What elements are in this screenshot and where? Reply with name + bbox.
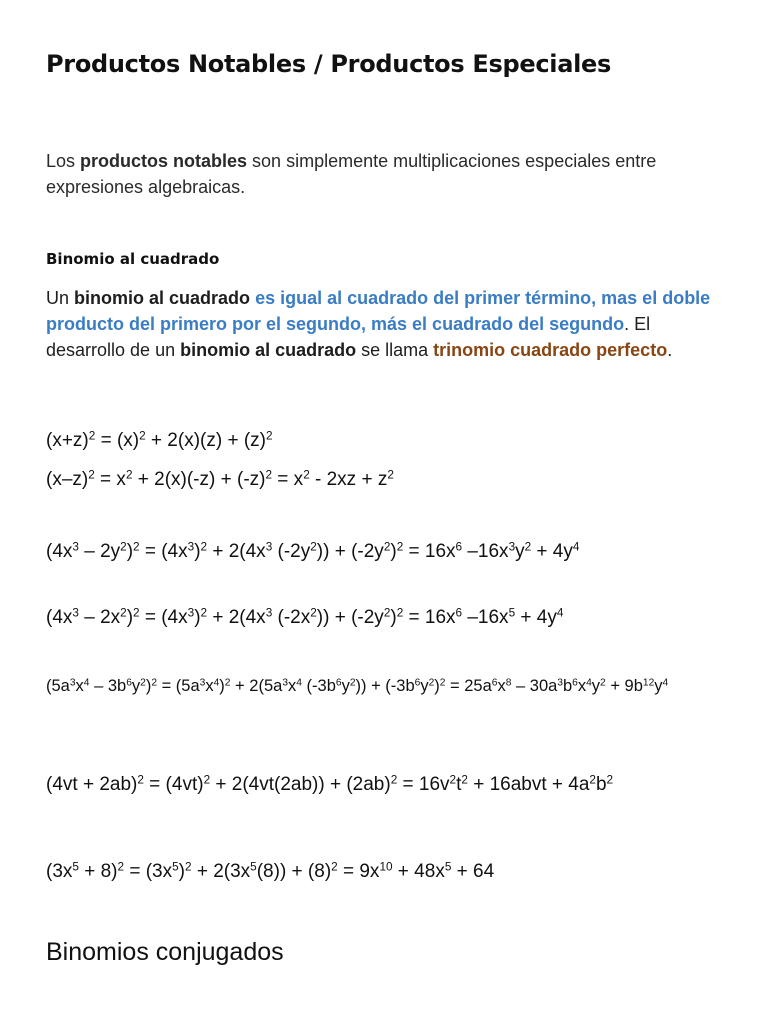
intro-text: Los [46,151,81,171]
equation-term: + 4y [515,607,557,628]
equation-term: (x+z) [46,430,89,451]
equation-term: –16x [462,541,509,562]
equation-term: b [595,774,607,795]
section-heading-binomio: Binomio al cuadrado [46,250,220,268]
equation-term: y [131,677,141,695]
exponent: 2 [137,773,144,787]
exponent: 3 [265,606,273,620]
equation-term: + 2(x)(-z) + (-z) [132,469,266,490]
exponent: 2 [331,860,338,874]
equation [46,466,736,494]
page-title: Productos Notables / Productos Especiales [46,50,611,78]
exponent: 4 [572,540,580,554]
equation-term: – 30a [511,677,558,695]
equation-term: + 2(5a [230,677,283,695]
exponent: 5 [72,860,79,874]
exponent: 3 [72,540,79,554]
intro-text: son simplemente multiplicaciones especiales entre expresiones algebraicas. [46,151,657,197]
intro-bold: productos notables [80,151,248,171]
exponent: 2 [390,773,398,787]
equation [46,538,706,566]
exponent: 2 [439,677,446,689]
exponent: 2 [120,540,127,554]
equation-term: ) [145,677,152,695]
exponent: 4 [83,677,90,689]
exponent: 2 [383,540,391,554]
equation-term: + 8) [78,861,118,882]
equation-term: (4x [46,607,73,628]
equation-term: = 25a [445,677,492,695]
definition-highlight-brown: trinomio cuadrado perfecto [433,340,668,360]
equation-term: ) [194,607,201,628]
exponent: 3 [187,540,195,554]
equation-term: – 2y [78,541,121,562]
exponent: 2 [396,540,404,554]
equation [46,604,736,632]
equation-term: t [456,774,462,795]
equation-term: b [562,677,573,695]
exponent: 3 [69,677,76,689]
exponent: 2 [349,677,356,689]
equation-term: + 2(4x [207,541,266,562]
exponent: 2 [428,677,435,689]
equation-term: – 2x [78,607,121,628]
exponent: 2 [449,773,457,787]
equation-term: = x [94,469,126,490]
equation-term: + 4y [531,541,573,562]
exponent: 2 [203,773,211,787]
equation-term: = (5a [157,677,200,695]
exponent: 6 [414,677,421,689]
exponent: 4 [662,677,669,689]
equation-term: x [497,677,506,695]
equation-term: + 9b [605,677,643,695]
equation-term: + 16abvt + 4a [467,774,590,795]
exponent: 12 [642,677,655,689]
equation-term: (x–z) [46,469,89,490]
equation-term: ) [178,861,185,882]
exponent: 2 [133,540,140,554]
equation-term: = 9x [337,861,380,882]
equation-term: ) [390,607,397,628]
exponent: 2 [310,540,317,554]
equation [46,858,736,886]
exponent: 3 [508,540,516,554]
exponent: 6 [335,677,342,689]
definition-text: . El desarrollo de un [46,314,651,360]
exponent: 6 [126,677,132,689]
exponent: 2 [461,773,468,787]
definition-text: . [667,340,673,360]
exponent: 2 [589,773,596,787]
equation-term: –16x [462,607,509,628]
equation-term: = 16x [403,541,456,562]
exponent: 2 [88,429,96,443]
equation-term: ) [194,541,201,562]
equation-term: ) [219,677,225,695]
exponent: 5 [444,860,452,874]
equation-term: )) + (-2y [316,607,384,628]
exponent: 2 [606,773,614,787]
equation-term: ) [390,541,397,562]
equation-term: = x [272,469,304,490]
equation-term: x [205,677,214,695]
exponent: 4 [296,677,302,689]
equation-term: (-2y [272,541,311,562]
exponent: 2 [387,468,394,482]
exponent: 2 [200,540,208,554]
exponent: 5 [172,860,179,874]
intro-paragraph [46,148,706,200]
exponent: 3 [282,677,288,689]
exponent: 2 [600,677,606,689]
equation-term: ) [434,677,440,695]
exponent: 2 [125,468,133,482]
exponent: 2 [200,606,208,620]
exponent: 2 [120,606,127,620]
equation-term: y [420,677,429,695]
equation-term: x [288,677,297,695]
equation-term: = (4x [139,541,188,562]
equation-term: + 48x [392,861,445,882]
definition-highlight-blue: es igual al cuadrado del primer término, mas el doble producto del primero por el segundo, más el cuadrado del segundo [46,288,711,334]
equation-term: (5a [46,677,70,695]
equation-term: + 2(3x [191,861,251,882]
definition-paragraph [46,285,726,363]
equation-term: (4x [46,541,73,562]
exponent: 2 [117,860,125,874]
equation-term: = 16v [397,774,450,795]
equation-term: y [654,677,663,695]
exponent: 4 [213,677,220,689]
section-heading-conjugados: Binomios conjugados [46,938,284,966]
definition-text: Un [46,288,75,308]
exponent: 6 [572,677,578,689]
equation-term: ) [126,607,134,628]
equation [46,674,686,698]
exponent: 3 [265,540,273,554]
exponent: 2 [151,677,157,689]
exponent: 2 [88,468,95,482]
exponent: 2 [265,468,273,482]
exponent: 8 [505,677,512,689]
exponent: 3 [72,606,79,620]
equation-term: = (4x [139,607,188,628]
definition-bold: binomio al cuadrado [180,340,357,360]
exponent: 2 [266,429,273,443]
equation-term: + 2(4vt(2ab)) + (2ab) [210,774,391,795]
equation-term: = (x) [95,430,140,451]
exponent: 6 [455,606,463,620]
equation-term: + 64 [451,861,495,882]
equation-term: (-3b [301,677,336,695]
exponent: 4 [556,606,564,620]
equation-term: )) + (-2y [316,541,384,562]
equation [46,427,736,455]
definition-text: se llama [356,340,434,360]
exponent: 2 [396,606,404,620]
equation-term: ) [126,541,134,562]
equation-term: - 2xz + z [309,469,388,490]
exponent: 6 [491,677,498,689]
exponent: 2 [303,468,310,482]
exponent: 4 [586,677,592,689]
exponent: 6 [455,540,463,554]
exponent: 3 [187,606,195,620]
definition-bold: binomio al cuadrado [74,288,251,308]
equation-term: x [577,677,587,695]
exponent: 2 [140,677,146,689]
equation-term: y [341,677,350,695]
exponent: 2 [310,606,317,620]
equation-term: = (4vt) [143,774,204,795]
exponent: 2 [139,429,146,443]
exponent: 2 [383,606,391,620]
equation-term: y [515,541,525,562]
exponent: 10 [379,860,393,874]
equation-term: + 2(4x [207,607,266,628]
exponent: 5 [250,860,257,874]
exponent: 3 [199,677,206,689]
equation-term: + 2(x)(z) + (z) [145,430,266,451]
equation-term: (-2x [272,607,311,628]
exponent: 5 [508,606,516,620]
equation-term: – 3b [89,677,127,695]
equation-term: (8)) + (8) [256,861,332,882]
exponent: 2 [224,677,231,689]
equation-term: )) + (-3b [355,677,415,695]
exponent: 2 [524,540,532,554]
exponent: 2 [133,606,140,620]
exponent: 3 [557,677,563,689]
equation [46,771,726,799]
exponent: 2 [185,860,192,874]
equation-term: = (3x [124,861,173,882]
equation-term: = 16x [403,607,456,628]
equation-term: y [591,677,601,695]
equation-term: (4vt + 2ab) [46,774,138,795]
equation-term: (3x [46,861,73,882]
equation-term: x [75,677,84,695]
